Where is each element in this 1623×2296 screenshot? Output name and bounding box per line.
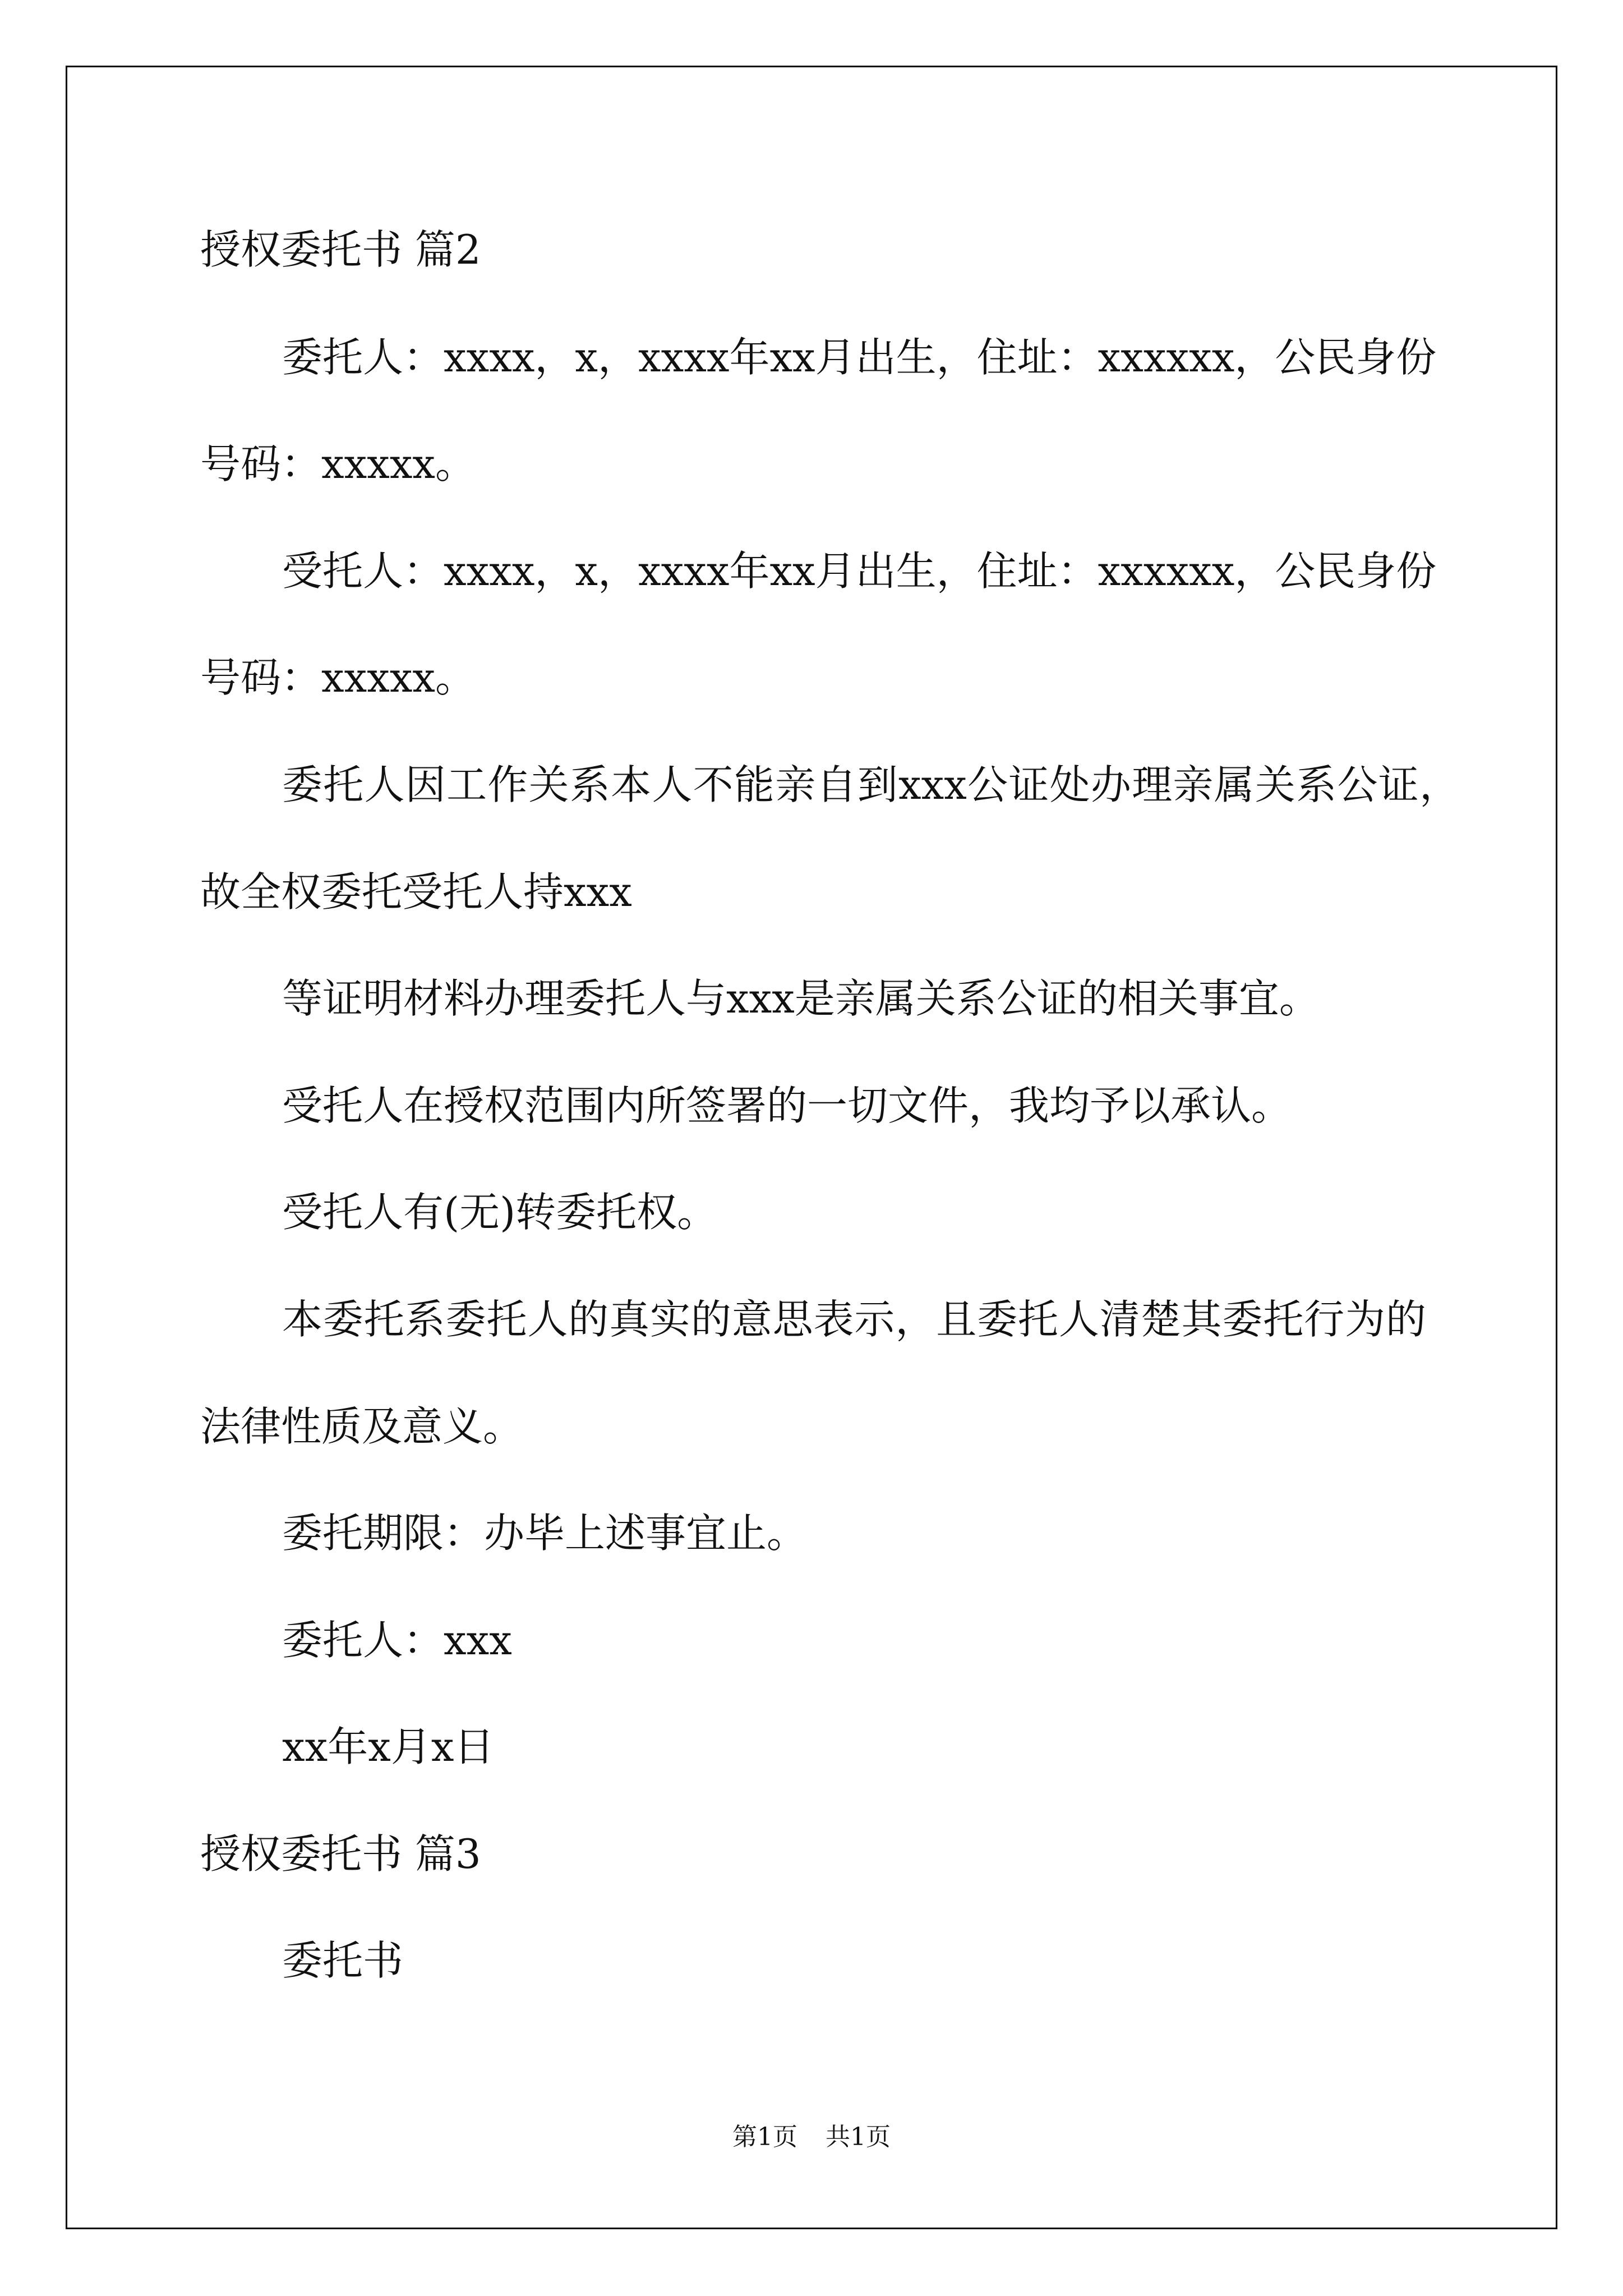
paragraph-line: 号码：xxxxx。 bbox=[200, 654, 476, 701]
signature-line: 委托人：xxx bbox=[282, 1617, 512, 1664]
section-heading: 授权委托书 篇2 bbox=[200, 226, 481, 273]
paragraph-line: 本委托系委托人的真实的意思表示，且委托人清楚其委托行为的 bbox=[282, 1296, 1426, 1343]
paragraph-line: 故全权委托受托人持xxx bbox=[200, 868, 632, 915]
date-line: xx年x月x日 bbox=[282, 1723, 495, 1770]
paragraph-line: 受托人在授权范围内所签署的一切文件，我均予以承认。 bbox=[282, 1082, 1292, 1129]
paragraph-line: 受托人：xxxx，x，xxxx年xx月出生，住址：xxxxxx，公民身份 bbox=[282, 547, 1437, 595]
paragraph-line: 等证明材料办理委托人与xxx是亲属关系公证的相关事宜。 bbox=[282, 975, 1320, 1022]
section-heading: 授权委托书 篇3 bbox=[200, 1830, 481, 1878]
paragraph-line: 委托人因工作关系本人不能亲自到xxx公证处办理亲属关系公证， bbox=[282, 761, 1460, 808]
paragraph-line: 受托人有(无)转委托权。 bbox=[282, 1189, 718, 1236]
page-footer bbox=[0, 2120, 1623, 2154]
page-total: 共1页 bbox=[826, 2123, 891, 2151]
page-number: 第1页 bbox=[732, 2123, 797, 2151]
paragraph-line: 号码：xxxxx。 bbox=[200, 440, 476, 487]
paragraph-line: 法律性质及意义。 bbox=[200, 1403, 524, 1450]
paragraph-line: 委托期限：办毕上述事宜止。 bbox=[282, 1510, 808, 1557]
paragraph-line: 委托书 bbox=[282, 1937, 404, 1984]
page-border bbox=[66, 66, 1557, 2229]
paragraph-line: 委托人：xxxx，x，xxxx年xx月出生，住址：xxxxxx，公民身份 bbox=[282, 334, 1437, 381]
